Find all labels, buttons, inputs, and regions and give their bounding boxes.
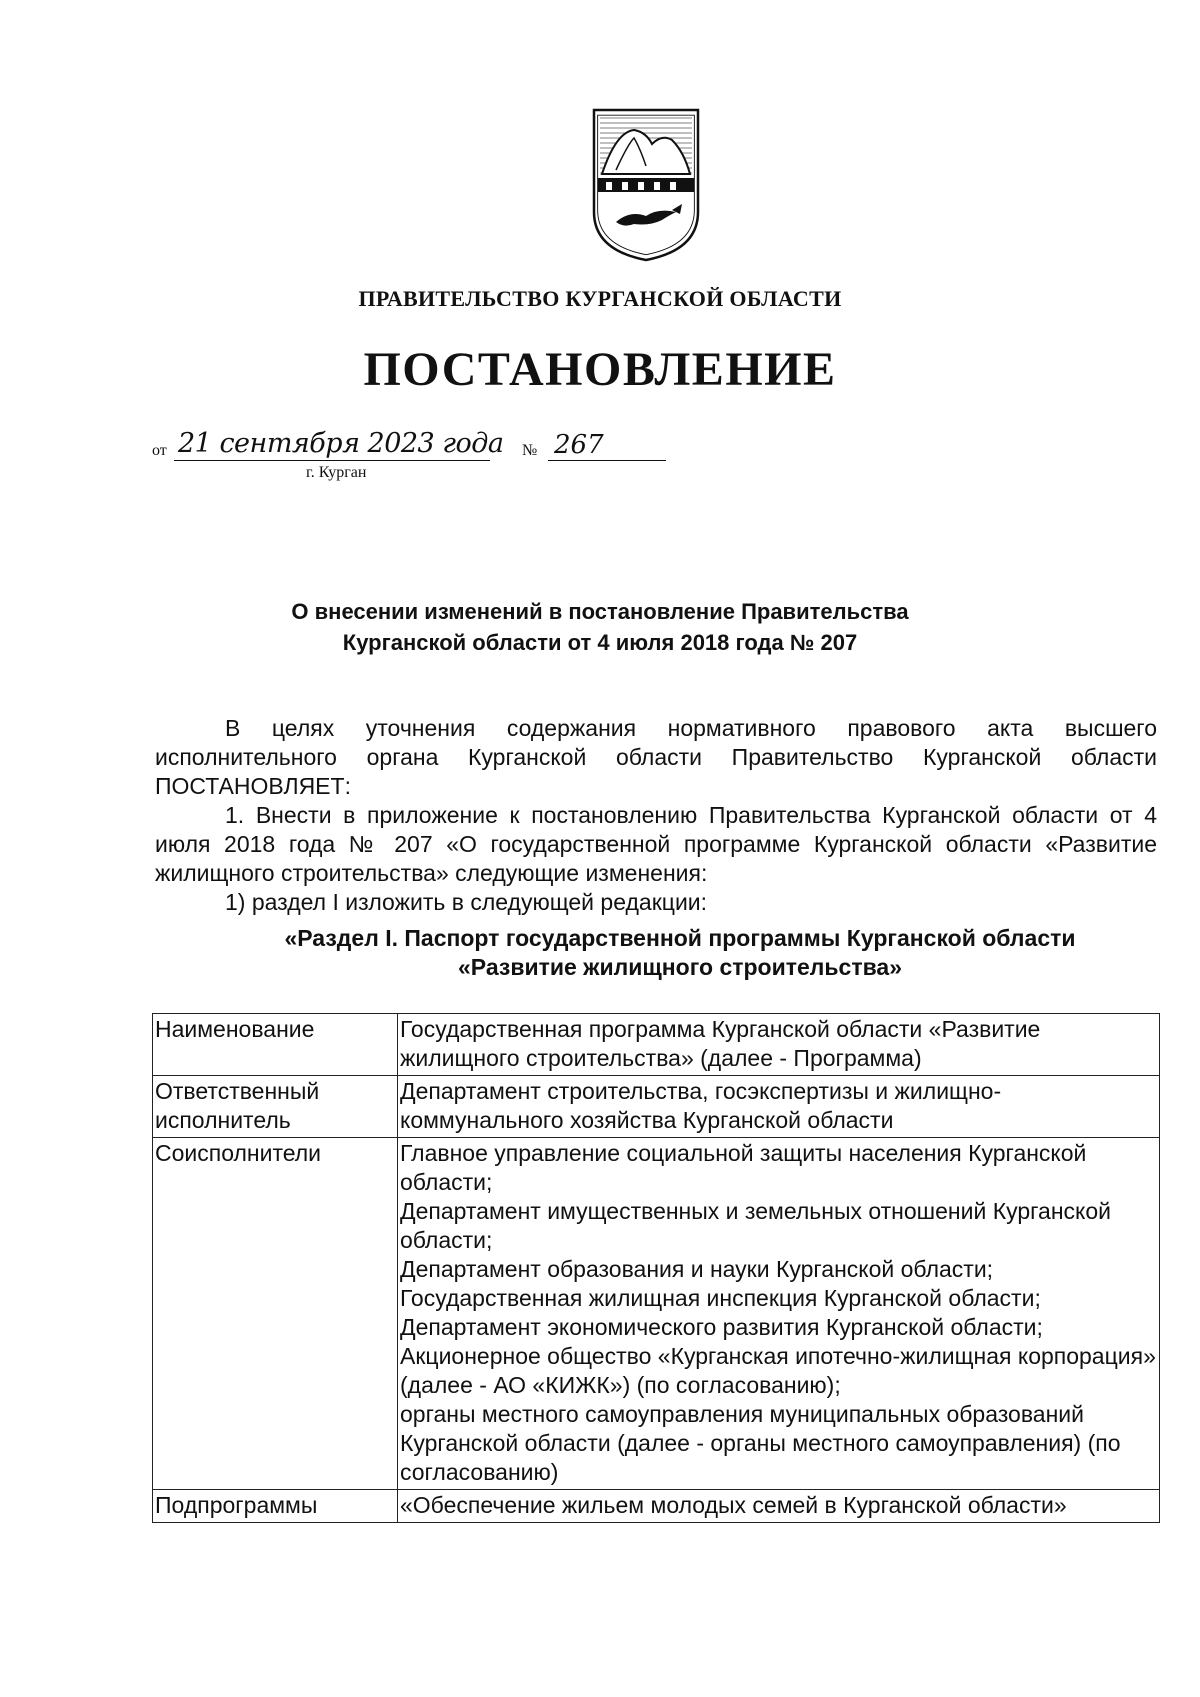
document-subject [0,596,1200,658]
row-label: Соисполнители [153,1138,398,1490]
table-row [153,1138,1160,1490]
body-paragraphs [155,714,1157,917]
handwritten-number: 267 [554,430,604,460]
government-title: ПРАВИТЕЛЬСТВО КУРГАНСКОЙ ОБЛАСТИ [358,286,842,311]
passport-table [152,1013,1160,1523]
item-1-paragraph: 1. Внести в приложение к постановлению Правительства Курганской области от 4 июля 2018 года № 207 «О государственной программе Курганской области «Развитие жилищного строительства» следующие изменения: [155,802,1157,886]
date-underline [174,460,490,461]
preamble-paragraph: В целях уточнения содержания нормативного правового акта высшего исполнительного органа Курганской области Правительство Курганской области ПОСТАНОВЛЯЕТ: [155,715,1157,799]
section-title-line-1: «Раздел I. Паспорт государственной программы Курганской области [284,925,1076,951]
number-underline [548,460,666,461]
row-value: Государственная программа Курганской области «Развитие жилищного строительства» (далее - Программа) [398,1014,1160,1076]
row-value: «Обеспечение жильем молодых семей в Курганской области» [398,1490,1160,1523]
row-value: Департамент строительства, госэкспертизы и жилищно-коммунального хозяйства Курганской области [398,1076,1160,1138]
section-title [180,924,1180,982]
table-row [153,1490,1160,1523]
co-executor-item: Департамент имущественных и земельных отношений Курганской области; [400,1198,1111,1253]
row-value [398,1138,1160,1490]
city-label: г. Курган [306,464,367,481]
co-executor-item: Департамент экономического развития Курганской области; [400,1314,1043,1340]
co-executor-item: Департамент образования и науки Курганской области; [400,1256,994,1282]
co-executor-item: Государственная жилищная инспекция Курганской области; [400,1285,1041,1311]
row-label: Подпрограммы [153,1490,398,1523]
section-title-line-2: «Развитие жилищного строительства» [457,954,903,980]
co-executor-item: Акционерное общество «Курганская ипотечно-жилищная корпорация» (далее - АО «КИЖК») (по согласованию); [400,1343,1156,1398]
date-number-block [152,428,672,498]
co-executor-item: Главное управление социальной защиты населения Курганской области; [400,1140,1087,1195]
table-row [153,1014,1160,1076]
kurgan-coat-of-arms-icon [586,104,706,264]
number-sign: № [522,442,538,459]
row-label: Наименование [153,1014,398,1076]
document-type-title: ПОСТАНОВЛЕНИЕ [363,343,837,396]
co-executor-item: органы местного самоуправления муниципальных образований Курганской области (далее - органы местного самоуправления) (по согласованию) [400,1401,1121,1485]
date-prefix: от [152,442,167,459]
subject-line-2: Курганской области от 4 июля 2018 года № 207 [342,630,858,655]
row-label: Ответственный исполнитель [153,1076,398,1138]
item-1-1-paragraph: 1) раздел I изложить в следующей редакции: [225,889,708,915]
table-row [153,1076,1160,1138]
subject-line-1: О внесении изменений в постановление Правительства [291,599,909,624]
handwritten-date: 21 сентября 2023 года [178,428,504,459]
